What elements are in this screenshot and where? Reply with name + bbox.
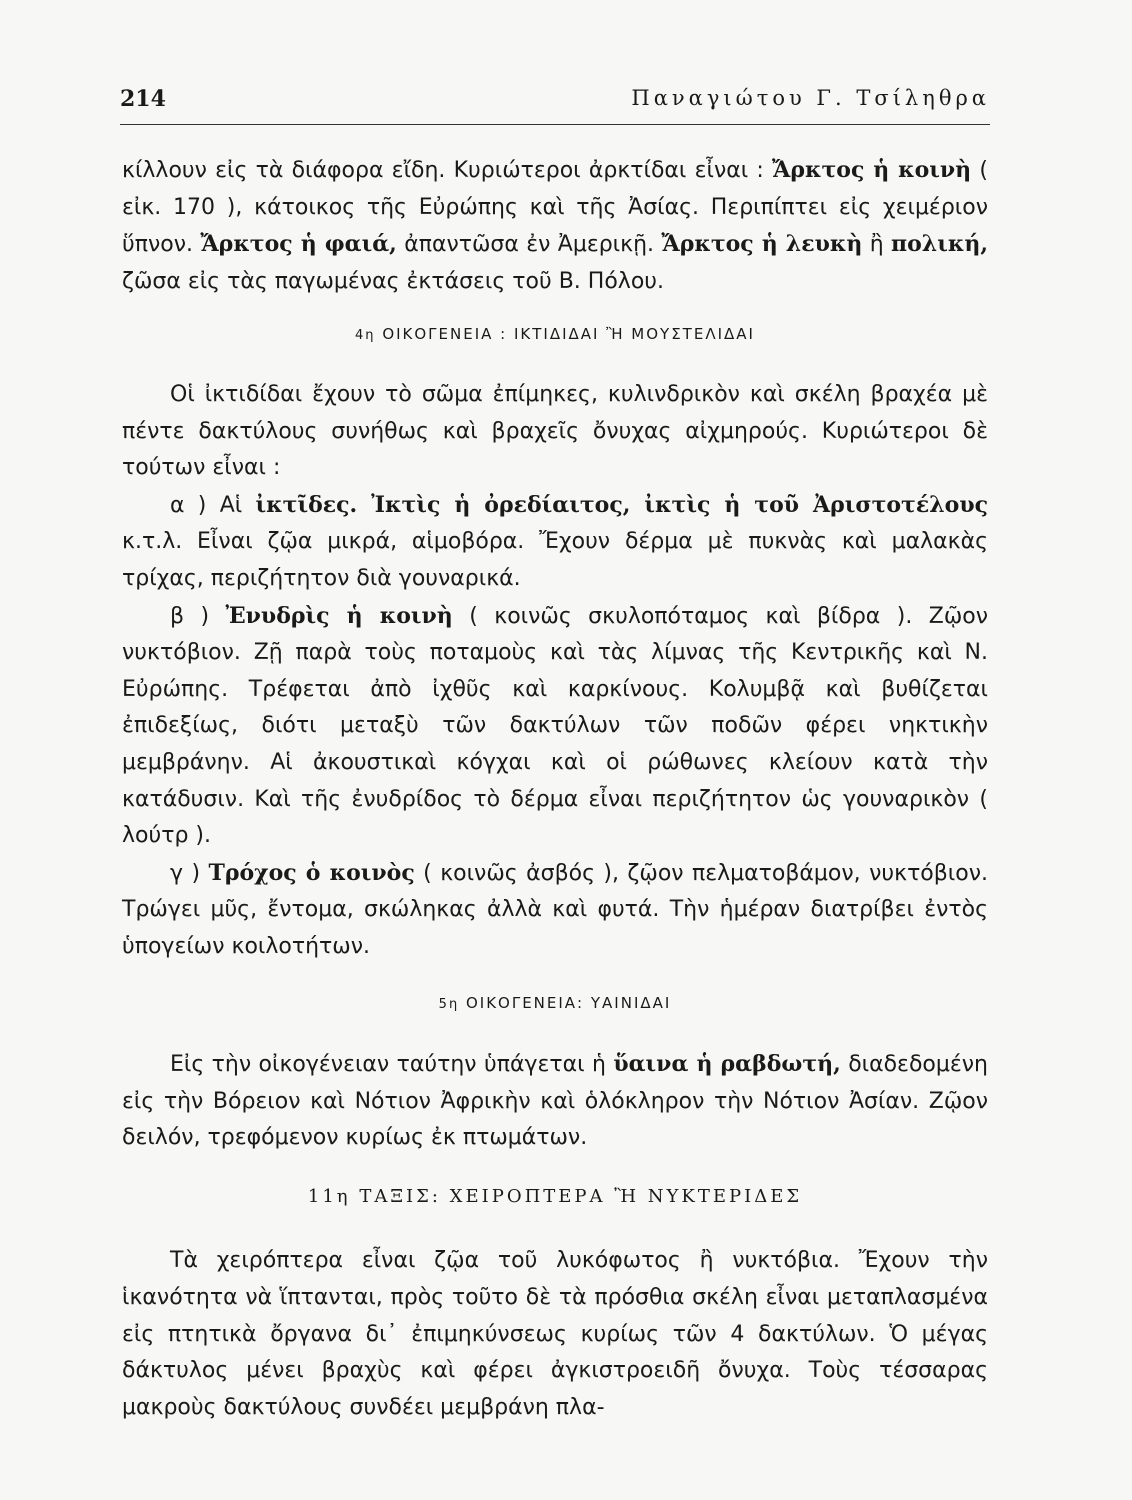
paragraph-item-c — [122, 855, 988, 966]
species-name: Ἄρκτος ἡ φαιά, — [200, 231, 397, 258]
species-name: Ἄρκτος ἡ λευκὴ — [661, 231, 863, 258]
section-heading-family-4 — [122, 316, 988, 355]
paragraph-chiroptera — [122, 1243, 988, 1426]
text-run: Οἱ ἰκτιδίδαι ἔχουν τὸ σῶμα ἐπίμηκες, κυλινδρικὸν καὶ σκέλη βραχέα μὲ πέντε δακτύλους συνήθως καὶ βραχεῖς ὄνυχας αἰχμηρούς. Κυριώτεροι δὲ τούτων εἶναι : — [122, 381, 988, 481]
text-run: κ.τ.λ. Εἶναι ζῷα μικρά, αἱμοβόρα. Ἔχουν δέρμα μὲ πυκνὰς καὶ μαλακὰς τρίχας, περιζήτητον διὰ γουναρικά. — [122, 529, 988, 591]
species-name: Τρόχος ὁ κοινὸς — [208, 859, 415, 886]
paragraph-hyenas — [122, 1046, 988, 1157]
text-run: ἀπαντῶσα ἐν Ἀμερικῇ. — [396, 232, 662, 258]
section-heading-order-11 — [122, 1179, 988, 1216]
page-header — [120, 86, 990, 122]
paragraph-item-a — [122, 487, 988, 598]
species-name: πολική, — [891, 231, 989, 258]
section-heading-family-5 — [122, 985, 988, 1024]
text-run: γ ) — [170, 860, 209, 886]
page-number: 214 — [120, 86, 166, 112]
text-run: ζῶσα εἰς τὰς παγωμένας ἐκτάσεις τοῦ Β. Πόλου. — [122, 268, 664, 294]
page-body — [122, 152, 988, 1426]
heading-text: ΟΙΚΟΓΕΝΕΙΑ : ΙΚΤΙΔΙΔΑΙ Ἢ ΜΟΥΣΤΕΛΙΔΑΙ — [382, 325, 755, 344]
heading-number: 11η — [307, 1185, 351, 1207]
header-rule — [120, 124, 990, 125]
species-name: Ἄρκτος ἡ κοινὴ — [772, 157, 972, 183]
running-title: Παναγιώτου Γ. Τσίληθρα — [631, 86, 990, 110]
text-run: ( εἰκ. 170 ), κάτοικος τῆς Εὐρώπης καὶ τῆς Ἀσίας. Περιπίπτει εἰς χειμέριον ὕπνον. — [122, 158, 988, 258]
text-run: ἢ — [862, 232, 892, 258]
heading-number: 4η — [355, 328, 376, 344]
heading-text: ΟΙΚΟΓΕΝΕΙΑ: ΥΑΙΝΙΔΑΙ — [465, 994, 672, 1013]
species-name: ἰκτῖδες. Ἰκτὶς ἡ ὀρεδίαιτος, ἰκτὶς ἡ τοῦ Ἀριστοτέλους — [255, 491, 988, 518]
species-name: ὕαινα ἡ ραβδωτή, — [613, 1051, 841, 1078]
text-run: Τὰ χειρόπτερα εἶναι ζῷα τοῦ λυκόφωτος ἢ νυκτόβια. Ἔχουν τὴν ἱκανότητα νὰ ἵπτανται, πρὸς τοῦτο δὲ τὰ πρόσθια σκέλη εἶναι μεταπλασμένα εἰς πτητικὰ ὄργανα δι᾿ ἐπιμηκύνσεως κυρίως τῶν 4 δακτύλων. Ὁ μέγας δάκτυλος μένει βραχὺς καὶ φέρει ἀγκιστροειδῆ ὄνυχα. Τοὺς τέσσαρας μακροὺς δακτύλους συνδέει μεμβράνη πλα- — [122, 1248, 988, 1420]
species-name: Ἐνυδρὶς ἡ κοινὴ — [225, 602, 453, 629]
text-run: διαδεδομένη εἰς τὴν Βόρειον καὶ Νότιον Ἀφρικὴν καὶ ὁλόκληρον τὴν Νότιον Ἀσίαν. Ζῷον δειλόν, τρεφόμενον κυρίως ἐκ πτωμάτων. — [122, 1052, 988, 1151]
paragraph-mustelids-intro — [122, 377, 988, 487]
text-run: κίλλουν εἰς τὰ διάφορα εἴδη. Κυριώτεροι ἀρκτίδαι εἶναι : — [122, 158, 773, 183]
heading-text: ΤΑΞΙΣ: ΧΕΙΡΟΠΤΕΡΑ Ἢ ΝΥΚΤΕΡΙΔΕΣ — [359, 1185, 803, 1207]
text-run: ( κοινῶς ἀσβός ), ζῷον πελματοβάμον, νυκτόβιον. Τρώγει μῦς, ἔντομα, σκώληκας ἀλλὰ καὶ φυτά. Τὴν ἡμέραν διατρίβει ἐντὸς ὑπογείων κοιλοτήτων. — [122, 860, 988, 959]
text-run: ( κοινῶς σκυλοπόταμος καὶ βίδρα ). Ζῷον νυκτόβιον. Ζῇ παρὰ τοὺς ποταμοὺς καὶ τὰς λίμνας τῆς Κεντρικῆς καὶ Ν. Εὐρώπης. Τρέφεται ἀπὸ ἰχθῦς καὶ καρκίνους. Κολυμβᾷ καὶ βυθίζεται ἐπιδεξίως, διότι μεταξὺ τῶν δακτύλων τῶν ποδῶν φέρει νηκτικὴν μεμβράνην. Αἱ ἀκουστικαὶ κόγχαι καὶ οἱ ρώθωνες κλείουν κατὰ τὴν κατάδυσιν. Καὶ τῆς ἐνυδρίδος τὸ δέρμα εἶναι περιζήτητον ὡς γουναρικὸν ( λούτρ ). — [122, 603, 988, 849]
paragraph-item-b — [122, 598, 988, 855]
text-run: β ) — [170, 603, 226, 629]
text-run: α ) Αἱ — [170, 492, 256, 518]
heading-number: 5η — [438, 997, 460, 1013]
paragraph-bears — [122, 152, 988, 300]
text-run: Εἰς τὴν οἰκογένειαν ταύτην ὑπάγεται ἡ — [170, 1052, 614, 1078]
